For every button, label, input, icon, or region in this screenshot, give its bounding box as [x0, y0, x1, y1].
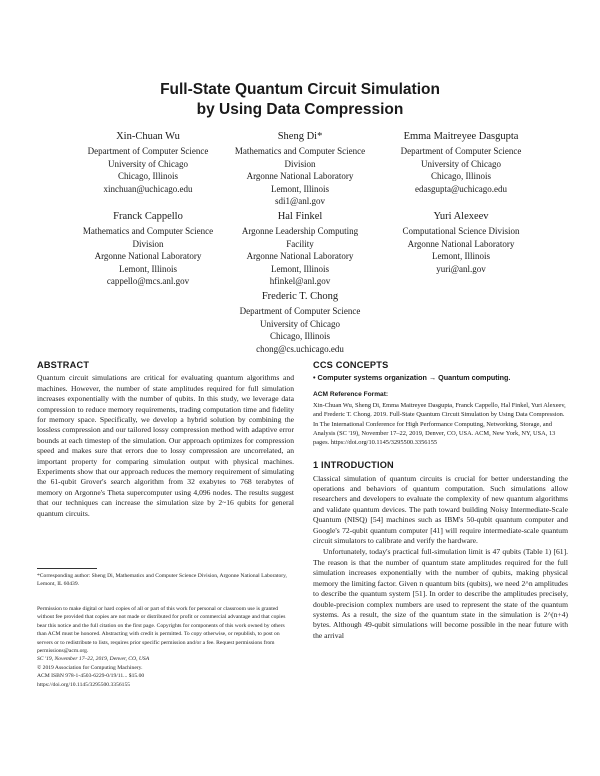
author-affiliation: Department of Computer Science — [239, 306, 361, 316]
author-email[interactable]: cappello@mcs.anl.gov — [106, 276, 190, 286]
intro-paragraph-1: Classical simulation of quantum circuits is crucial for better understanding the operations and behaviors of quantum computation. Such simulations allow researchers and developers to evaluate the complexity of new quantum algorithms and validate quantum devices. The path toward building Noisy Intermediate-Scale Quantum (NISQ) [54] machines such as IBM's 50-qubit quantum computer and Google's 72-qubit quantum computer [41] will require intermediate-scale quantum circuit simulators to calibrate and verify the hardware. — [313, 473, 568, 546]
author-email[interactable]: chong@cs.uchicago.edu — [256, 343, 344, 354]
ccs-concept: • Computer systems organization → Quantum computing. — [313, 373, 511, 383]
author-affiliation: Argonne National Laboratory — [246, 171, 354, 181]
left-column — [37, 360, 294, 519]
author-name: Yuri Alexeev — [433, 211, 489, 222]
author-affiliation: Lemont, Illinois — [271, 183, 329, 194]
author-affiliation: Division — [132, 238, 164, 249]
author-affiliation: University of Chicago — [421, 158, 501, 169]
author-affiliation: Argonne National Laboratory — [407, 238, 515, 249]
author-name: Emma Maitreyee Dasgupta — [403, 131, 519, 142]
title-line-2: by Using Data Compression — [196, 101, 404, 118]
footnote — [37, 572, 294, 589]
author-block-6 — [361, 210, 561, 275]
permission-block — [37, 605, 294, 689]
right-column — [313, 360, 568, 641]
author-affiliation: Lemont, Illinois — [119, 263, 177, 274]
author-affiliation: Chicago, Illinois — [270, 331, 330, 341]
author-affiliation: Mathematics and Computer Science — [82, 226, 214, 236]
conference-line: SC '19, November 17–22, 2019, Denver, CO, USA — [37, 656, 150, 663]
isbn-line: ACM ISBN 978-1-4503-6229-0/19/11... $15.00 — [37, 673, 145, 680]
intro-paragraph-2: Unfortunately, today's practical full-simulation limit is 47 qubits (Table 1) [61]. The reason is that the number of quantum state amplitudes required for the full simulation increases exponentially with the number of qubits, making physical memory the limiting factor. Given n quantum bits (qubits), we need 2^n amplitudes to describe the quantum system [51]. In order to describe the amplitudes precisely, double-precision complex numbers are used to represent the state of the quantum systems. As a result, the size of the quantum state in the simulation is 2^(n+4) bytes. Although 49-qubit simulations will become possible in the near future with the arrival — [313, 547, 568, 640]
author-block-3 — [361, 130, 561, 195]
abstract-heading: ABSTRACT — [37, 360, 90, 370]
footnote-text: *Corresponding author: Sheng Di, Mathematics and Computer Science Division, Argonne National Laboratory, Lemont, IL 60439. — [37, 573, 287, 588]
author-affiliation: Chicago, Illinois — [431, 171, 491, 181]
ccs-heading: CCS CONCEPTS — [313, 360, 389, 370]
author-email[interactable]: hfinkel@anl.gov — [269, 276, 331, 286]
author-affiliation: University of Chicago — [108, 158, 188, 169]
author-affiliation: Computational Science Division — [402, 226, 520, 236]
author-email[interactable]: yuri@anl.gov — [436, 263, 486, 274]
copyright-line: © 2019 Association for Computing Machinery. — [37, 664, 143, 671]
author-name: Sheng Di* — [277, 131, 323, 142]
footnote-rule — [37, 568, 97, 569]
title-line-1: Full-State Quantum Circuit Simulation — [160, 81, 440, 98]
author-affiliation: Argonne National Laboratory — [246, 251, 354, 261]
author-name: Xin-Chuan Wu — [116, 131, 180, 142]
author-name: Frederic T. Chong — [261, 291, 339, 302]
author-block-7 — [200, 290, 400, 355]
author-affiliation: Mathematics and Computer Science — [234, 146, 366, 156]
doi-link[interactable]: https://doi.org/10.1145/3295500.3356155 — [37, 681, 131, 688]
reference-format-text: Xin-Chuan Wu, Sheng Di, Emma Maitreyee Dasgupta, Franck Cappello, Hal Finkel, Yuri Alexeev, and Frederic T. Chong. 2019. Full-State Quantum Circuit Simulation by Using Data Compression. In The International Conference for High Performance Computing, Networking, Storage, and Analysis (SC '19), November 17–22, 2019, Denver, CO, USA. ACM, New York, NY, USA, 13 pages. https://doi.org/10.1145/3295500.3356155 — [313, 402, 566, 447]
author-email[interactable]: edasgupta@uchicago.edu — [414, 183, 507, 194]
author-name: Hal Finkel — [277, 211, 323, 222]
author-affiliation: University of Chicago — [260, 318, 340, 329]
paper-title — [0, 80, 600, 120]
author-affiliation: Division — [284, 158, 316, 169]
author-affiliation: Argonne National Laboratory — [94, 251, 202, 261]
author-affiliation: Lemont, Illinois — [271, 263, 329, 274]
author-affiliation: Chicago, Illinois — [118, 171, 178, 181]
author-affiliation: Lemont, Illinois — [432, 251, 490, 261]
introduction-heading: 1 INTRODUCTION — [313, 460, 394, 471]
permission-text: Permission to make digital or hard copies of all or part of this work for personal or classroom use is granted without fee provided that copies are not made or distributed for profit or commercial advantage and that copies bear this notice and the full citation on the first page. Copyrights for components of this work owned by others than ACM must be honored. Abstracting with credit is permitted. To copy otherwise, or republish, to post on servers or to redistribute to lists, requires prior specific permission and/or a fee. Request permissions from permissions@acm.org. — [37, 606, 286, 655]
author-affiliation: Department of Computer Science — [400, 146, 522, 156]
reference-format-heading: ACM Reference Format: — [313, 390, 389, 398]
author-affiliation: Argonne Leadership Computing — [241, 226, 359, 236]
author-email[interactable]: sdi1@anl.gov — [274, 196, 326, 206]
abstract-text: Quantum circuit simulations are critical for evaluating quantum algorithms and machines. However, the number of state amplitudes required for full simulation increases exponentially with the number of qubits. In this study, we leverage data compression to reduce memory requirements, trading computation time and fidelity for memory space. Specifically, we develop a hybrid solution by combining the lossless compression and our tailored lossy compression method with adaptive error bounds at each timestep of the simulation. Our approach optimizes for compression speed and makes sure that errors due to lossy compression are uncorrelated, an important property for comparing simulation output with physical machines. Experiments show that our approach reduces the memory requirement of simulating the 61-qubit Grover's search algorithm from 32 exabytes to 768 terabytes of memory on Argonne's Theta supercomputer using 4,096 nodes. The results suggest that our techniques can increase the simulation size by 2~16 qubits for general quantum circuits. — [37, 373, 294, 518]
author-affiliation: Department of Computer Science — [87, 146, 209, 156]
author-name: Franck Cappello — [113, 211, 183, 222]
author-email[interactable]: xinchuan@uchicago.edu — [103, 183, 193, 194]
author-affiliation: Facility — [286, 238, 314, 249]
